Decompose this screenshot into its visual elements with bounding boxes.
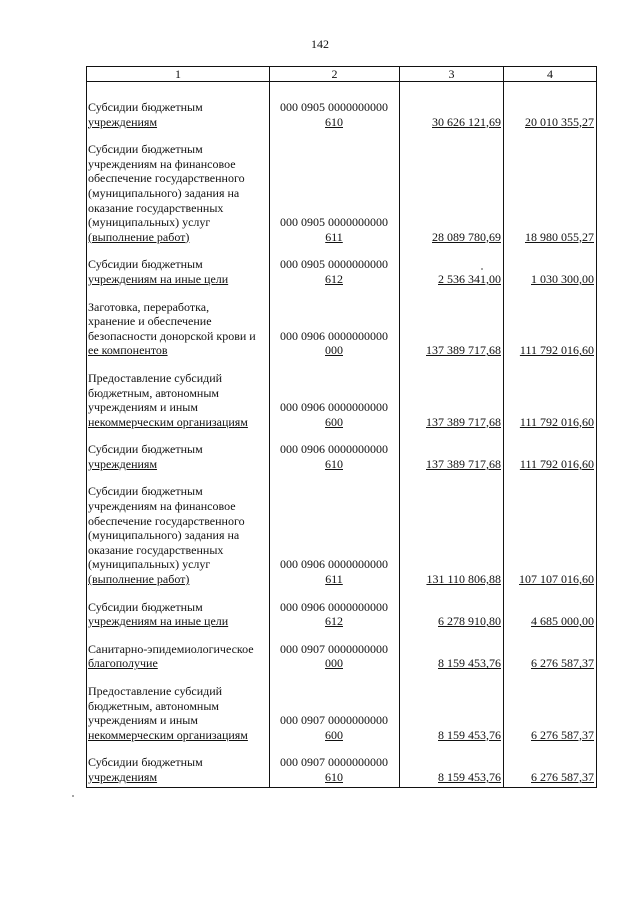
budget-code-line: 600 bbox=[325, 727, 343, 742]
budget-code-line: 000 0906 0000000000 bbox=[280, 557, 388, 572]
budget-code-cell bbox=[270, 371, 400, 429]
amount-col3: 30 626 121,69 bbox=[432, 114, 501, 129]
spacer-cell bbox=[270, 129, 400, 142]
spacer-cell bbox=[400, 129, 504, 142]
budget-code-line: 000 bbox=[325, 656, 343, 671]
row-spacer bbox=[87, 129, 597, 142]
budget-code-line: 000 0906 0000000000 bbox=[280, 442, 388, 457]
amount-col4: 18 980 055,27 bbox=[525, 229, 594, 244]
table-row bbox=[87, 142, 597, 244]
table-row bbox=[87, 600, 597, 629]
amount-col3: 137 389 717,68 bbox=[426, 343, 501, 358]
item-name-line: учреждениям и иным bbox=[88, 713, 198, 728]
spacer-cell bbox=[504, 629, 597, 642]
spacer-cell bbox=[504, 358, 597, 371]
item-name-cell bbox=[87, 642, 270, 671]
item-name-line: (муниципальных) услуг bbox=[88, 557, 211, 572]
budget-code-line: 000 0905 0000000000 bbox=[280, 215, 388, 230]
budget-table bbox=[86, 66, 597, 788]
budget-code-line: 000 0907 0000000000 bbox=[280, 713, 388, 728]
item-name-line: Субсидии бюджетным bbox=[88, 484, 203, 499]
amount-col4: 6 276 587,37 bbox=[531, 656, 594, 671]
item-name-line: некоммерческим организациям bbox=[88, 414, 248, 429]
item-name-line: Субсидии бюджетным bbox=[88, 142, 203, 157]
amount-col4-cell bbox=[504, 142, 597, 244]
amount-col4: 20 010 355,27 bbox=[525, 114, 594, 129]
amount-col3: 2 536 341,00 bbox=[438, 271, 501, 286]
row-spacer bbox=[87, 358, 597, 371]
budget-code-cell bbox=[270, 684, 400, 742]
budget-code-line: 612 bbox=[325, 271, 343, 286]
spacer-cell bbox=[400, 742, 504, 755]
item-name-line: учреждениям bbox=[88, 769, 158, 784]
amount-col3-cell bbox=[400, 484, 504, 586]
budget-code-cell bbox=[270, 100, 400, 129]
item-name-line: бюджетным, автономным bbox=[88, 698, 219, 713]
amount-col4: 107 107 016,60 bbox=[519, 572, 594, 587]
spacer-cell bbox=[87, 629, 270, 642]
row-spacer bbox=[87, 785, 597, 788]
budget-code-line: 000 0906 0000000000 bbox=[280, 328, 388, 343]
amount-col4-cell bbox=[504, 300, 597, 358]
item-name-line: безопасности донорской крови и bbox=[88, 328, 256, 343]
spacer-cell bbox=[87, 287, 270, 300]
amount-col4: 6 276 587,37 bbox=[531, 769, 594, 784]
column-header-1: 1 bbox=[87, 67, 270, 82]
table-row bbox=[87, 257, 597, 286]
spacer-cell bbox=[400, 587, 504, 600]
amount-col3: 8 159 453,76 bbox=[438, 727, 501, 742]
item-name-line: бюджетным, автономным bbox=[88, 385, 219, 400]
item-name-line: учреждениям на финансовое bbox=[88, 499, 236, 514]
amount-col3: 6 278 910,80 bbox=[438, 614, 501, 629]
spacer-cell bbox=[504, 129, 597, 142]
item-name-line: оказание государственных bbox=[88, 200, 224, 215]
column-header-2: 2 bbox=[270, 67, 400, 82]
table-row bbox=[87, 484, 597, 586]
amount-col4-cell bbox=[504, 642, 597, 671]
spacer-cell bbox=[270, 287, 400, 300]
table-row bbox=[87, 755, 597, 784]
row-spacer bbox=[87, 287, 597, 300]
spacer-cell bbox=[504, 82, 597, 101]
amount-col4-cell bbox=[504, 442, 597, 471]
item-name-line: обеспечение государственного bbox=[88, 513, 245, 528]
item-name-line: Субсидии бюджетным bbox=[88, 257, 203, 272]
budget-code-cell bbox=[270, 442, 400, 471]
budget-code-cell bbox=[270, 257, 400, 286]
row-spacer bbox=[87, 742, 597, 755]
spacer-cell bbox=[87, 471, 270, 484]
spacer-cell bbox=[270, 429, 400, 442]
table-row bbox=[87, 100, 597, 129]
budget-code-line: 000 bbox=[325, 343, 343, 358]
amount-col4-cell bbox=[504, 600, 597, 629]
row-spacer bbox=[87, 671, 597, 684]
budget-code-cell bbox=[270, 142, 400, 244]
column-header-4: 4 bbox=[504, 67, 597, 82]
budget-code-line: 610 bbox=[325, 769, 343, 784]
item-name-line: хранение и обеспечение bbox=[88, 314, 212, 329]
row-spacer bbox=[87, 629, 597, 642]
amount-col3: 28 089 780,69 bbox=[432, 229, 501, 244]
budget-code-cell bbox=[270, 484, 400, 586]
column-header-3: 3 bbox=[400, 67, 504, 82]
spacer-cell bbox=[87, 671, 270, 684]
amount-col4: 6 276 587,37 bbox=[531, 727, 594, 742]
budget-code-line: 000 0907 0000000000 bbox=[280, 641, 388, 656]
amount-col3-cell bbox=[400, 371, 504, 429]
item-name-line: благополучие bbox=[88, 656, 158, 671]
amount-col4: 4 685 000,00 bbox=[531, 614, 594, 629]
item-name-line: Предоставление субсидий bbox=[88, 370, 223, 385]
item-name-line: (выполнение работ) bbox=[88, 572, 190, 587]
spacer-cell bbox=[270, 244, 400, 257]
item-name-line: учреждениям bbox=[88, 114, 158, 129]
spacer-cell bbox=[504, 244, 597, 257]
amount-col3-cell bbox=[400, 600, 504, 629]
item-name-line: некоммерческим организациям bbox=[88, 727, 248, 742]
item-name-line: оказание государственных bbox=[88, 542, 224, 557]
budget-code-line: 611 bbox=[325, 572, 343, 587]
item-name-line: Субсидии бюджетным bbox=[88, 755, 203, 770]
budget-code-line: 610 bbox=[325, 456, 343, 471]
spacer-cell bbox=[87, 587, 270, 600]
spacer-cell bbox=[504, 785, 597, 788]
item-name-line: (выполнение работ) bbox=[88, 229, 190, 244]
amount-col4: 111 792 016,60 bbox=[519, 456, 594, 471]
spacer-cell bbox=[504, 587, 597, 600]
amount-col4-cell bbox=[504, 684, 597, 742]
spacer-cell bbox=[400, 287, 504, 300]
budget-code-line: 611 bbox=[325, 229, 343, 244]
amount-col4-cell bbox=[504, 371, 597, 429]
spacer-cell bbox=[270, 629, 400, 642]
table-row bbox=[87, 371, 597, 429]
item-name-cell bbox=[87, 484, 270, 586]
item-name-line: ее компонентов bbox=[88, 343, 168, 358]
item-name-cell bbox=[87, 300, 270, 358]
item-name-line: (муниципального) задания на bbox=[88, 528, 240, 543]
spacer-cell bbox=[400, 629, 504, 642]
item-name-line: учреждениям на иные цели bbox=[88, 614, 229, 629]
amount-col4: 1 030 300,00 bbox=[531, 271, 594, 286]
row-spacer bbox=[87, 244, 597, 257]
item-name-line: обеспечение государственного bbox=[88, 171, 245, 186]
budget-code-line: 000 0905 0000000000 bbox=[280, 100, 388, 114]
budget-code-line: 600 bbox=[325, 414, 343, 429]
spacer-cell bbox=[87, 785, 270, 788]
item-name-line: Санитарно-эпидемиологическое bbox=[88, 641, 254, 656]
item-name-line: (муниципального) задания на bbox=[88, 185, 240, 200]
table-body bbox=[87, 82, 597, 788]
amount-col4-cell bbox=[504, 484, 597, 586]
spacer-cell bbox=[504, 429, 597, 442]
spacer-cell bbox=[270, 742, 400, 755]
spacer-cell bbox=[270, 471, 400, 484]
item-name-line: Заготовка, переработка, bbox=[88, 299, 210, 314]
amount-col3: 137 389 717,68 bbox=[426, 456, 501, 471]
item-name-line: Субсидии бюджетным bbox=[88, 442, 203, 457]
spacer-cell bbox=[270, 358, 400, 371]
spacer-cell bbox=[400, 82, 504, 101]
spacer-cell bbox=[87, 244, 270, 257]
row-spacer bbox=[87, 587, 597, 600]
item-name-line: учреждениям на иные цели bbox=[88, 271, 229, 286]
budget-code-line: 612 bbox=[325, 614, 343, 629]
spacer-cell bbox=[504, 742, 597, 755]
item-name-cell bbox=[87, 684, 270, 742]
item-name-cell bbox=[87, 142, 270, 244]
spacer-cell bbox=[270, 82, 400, 101]
item-name-cell bbox=[87, 600, 270, 629]
budget-code-cell bbox=[270, 600, 400, 629]
amount-col4-cell bbox=[504, 100, 597, 129]
amount-col3-cell bbox=[400, 300, 504, 358]
spacer-cell bbox=[270, 587, 400, 600]
table-row bbox=[87, 684, 597, 742]
spacer-cell bbox=[504, 671, 597, 684]
item-name-cell bbox=[87, 257, 270, 286]
scan-speck bbox=[481, 268, 483, 270]
page-number: 142 bbox=[311, 37, 329, 51]
budget-code-line: 000 0906 0000000000 bbox=[280, 599, 388, 614]
spacer-cell bbox=[504, 471, 597, 484]
amount-col4-cell bbox=[504, 755, 597, 784]
budget-code-cell bbox=[270, 755, 400, 784]
amount-col3-cell bbox=[400, 642, 504, 671]
scan-speck bbox=[72, 795, 74, 797]
amount-col3-cell bbox=[400, 442, 504, 471]
amount-col4: 111 792 016,60 bbox=[519, 343, 594, 358]
spacer-cell bbox=[87, 742, 270, 755]
spacer-cell bbox=[87, 358, 270, 371]
table-row bbox=[87, 300, 597, 358]
spacer-cell bbox=[400, 429, 504, 442]
spacer-cell bbox=[87, 429, 270, 442]
row-spacer bbox=[87, 82, 597, 101]
budget-code-line: 610 bbox=[325, 114, 343, 129]
row-spacer bbox=[87, 471, 597, 484]
table-row bbox=[87, 642, 597, 671]
spacer-cell bbox=[270, 785, 400, 788]
amount-col3: 8 159 453,76 bbox=[438, 769, 501, 784]
item-name-line: учреждениям на финансовое bbox=[88, 156, 236, 171]
spacer-cell bbox=[504, 287, 597, 300]
item-name-line: (муниципальных) услуг bbox=[88, 215, 211, 230]
item-name-line: Субсидии бюджетным bbox=[88, 100, 203, 114]
amount-col3-cell bbox=[400, 755, 504, 784]
item-name-cell bbox=[87, 442, 270, 471]
amount-col3: 137 389 717,68 bbox=[426, 414, 501, 429]
amount-col4-cell bbox=[504, 257, 597, 286]
spacer-cell bbox=[400, 785, 504, 788]
spacer-cell bbox=[400, 471, 504, 484]
row-spacer bbox=[87, 429, 597, 442]
item-name-cell bbox=[87, 755, 270, 784]
table-row bbox=[87, 442, 597, 471]
item-name-cell bbox=[87, 371, 270, 429]
item-name-line: Субсидии бюджетным bbox=[88, 599, 203, 614]
budget-code-cell bbox=[270, 300, 400, 358]
amount-col3-cell bbox=[400, 142, 504, 244]
budget-code-line: 000 0905 0000000000 bbox=[280, 257, 388, 272]
spacer-cell bbox=[270, 671, 400, 684]
amount-col4: 111 792 016,60 bbox=[519, 414, 594, 429]
item-name-line: учреждениям и иным bbox=[88, 400, 198, 415]
spacer-cell bbox=[400, 671, 504, 684]
amount-col3-cell bbox=[400, 100, 504, 129]
item-name-line: учреждениям bbox=[88, 456, 158, 471]
budget-code-line: 000 0906 0000000000 bbox=[280, 400, 388, 415]
amount-col3: 8 159 453,76 bbox=[438, 656, 501, 671]
budget-code-line: 000 0907 0000000000 bbox=[280, 755, 388, 770]
spacer-cell bbox=[400, 358, 504, 371]
spacer-cell bbox=[400, 244, 504, 257]
header-row bbox=[87, 67, 597, 82]
amount-col3: 131 110 806,88 bbox=[426, 572, 501, 587]
budget-code-cell bbox=[270, 642, 400, 671]
amount-col3-cell bbox=[400, 684, 504, 742]
item-name-cell bbox=[87, 100, 270, 129]
item-name-line: Предоставление субсидий bbox=[88, 684, 223, 698]
spacer-cell bbox=[87, 82, 270, 101]
amount-col3-cell bbox=[400, 257, 504, 286]
spacer-cell bbox=[87, 129, 270, 142]
